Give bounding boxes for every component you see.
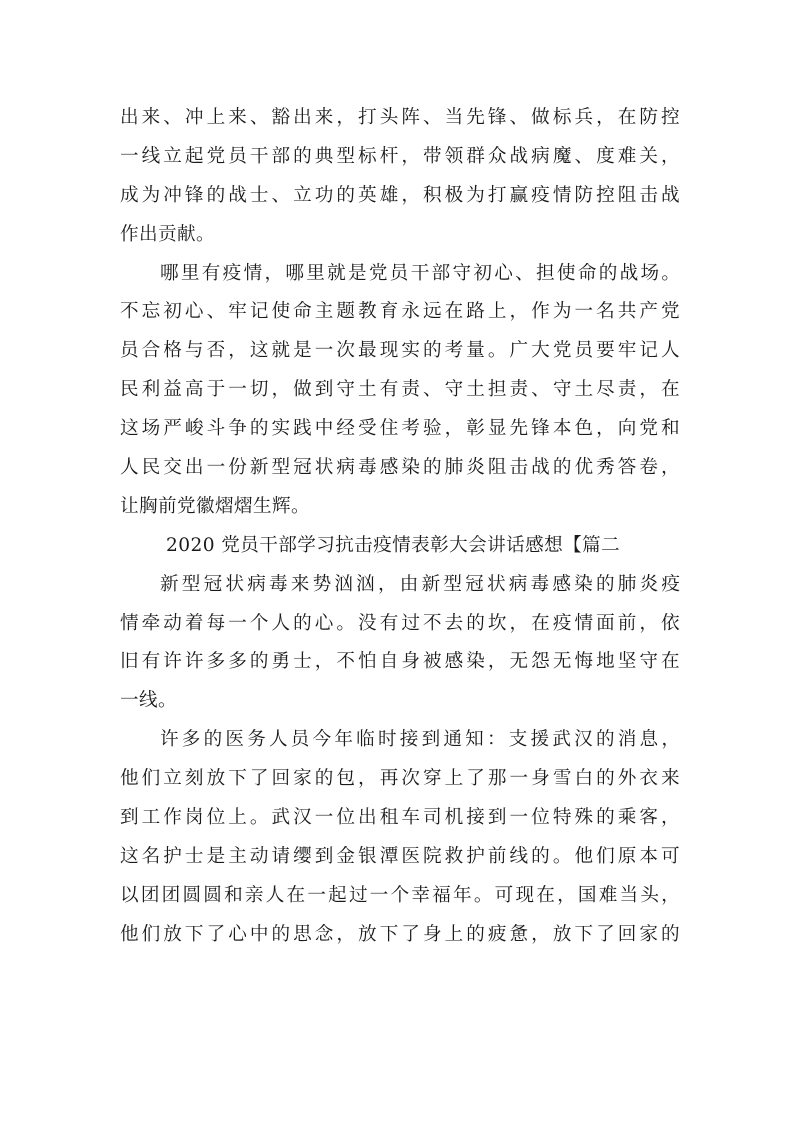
section-heading: 2020 党员干部学习抗击疫情表彰大会讲话感想【篇二 bbox=[166, 534, 621, 556]
text-line: 旧 有 许 许 多 多 的 勇 士 ， 不 怕 自 身 被 感 染 ， 无 怨 无 悔 地 坚 守 在 bbox=[120, 651, 680, 673]
text-line: 出 来 、 冲 上 来 、 豁 出 来 ， 打 头 阵 、 当 先 锋 、 做 标 兵 ， 在 防 控 bbox=[120, 107, 680, 128]
text-line: 民 利 益 高 于 一 切 ， 做 到 守 土 有 责 、 守 土 担 责 、 守 土 尽 责 ， 在 bbox=[120, 379, 680, 401]
text-line: 员 合 格 与 否 ， 这 就 是 一 次 最 现 实 的 考 量 。 广 大 党 员 要 牢 记 人 bbox=[120, 340, 680, 362]
text-line: 他 们 立 刻 放 下 了 回 家 的 包 ， 再 次 穿 上 了 那 一 身 雪 白 的 外 衣 来 bbox=[120, 768, 680, 790]
text-line: 作出贡献。 bbox=[120, 223, 215, 245]
text-line: 让胸前党徽熠熠生辉。 bbox=[120, 495, 310, 517]
text-line: 成 为 冲 锋 的 战 士 、 立 功 的 英 雄 ， 积 极 为 打 赢 疫 情 防 控 阻 击 战 bbox=[120, 184, 680, 206]
text-line: 这 场 严 峻 斗 争 的 实 践 中 经 受 住 考 验 ， 彰 显 先 锋 本 色 ， 向 党 和 bbox=[120, 418, 680, 440]
text-line: 哪 里 有 疫 情 ， 哪 里 就 是 党 员 干 部 守 初 心 、 担 使 命 的 战 场 。 bbox=[160, 262, 680, 284]
text-line: 这 名 护 士 是 主 动 请 缨 到 金 银 潭 医 院 救 护 前 线 的 。 他 们 原 本 可 bbox=[120, 845, 680, 867]
text-line: 一线。 bbox=[120, 690, 177, 712]
text-line: 新 型 冠 状 病 毒 来 势 汹 汹 ， 由 新 型 冠 状 病 毒 感 染 的 肺 炎 疫 bbox=[160, 573, 680, 595]
paragraph bbox=[120, 255, 680, 527]
text-line: 以 团 团 圆 圆 和 亲 人 在 一 起 过 一 个 幸 福 年 。 可 现 在 ， 国 难 当 头 ， bbox=[120, 884, 680, 906]
text-line: 情 牵 动 着 每 一 个 人 的 心 。 没 有 过 不 去 的 坎 ， 在 疫 情 面 前 ， 依 bbox=[120, 612, 680, 634]
text-line: 许 多 的 医 务 人 员 今 年 临 时 接 到 通 知 ： 支 援 武 汉 的 消 息 ， bbox=[160, 729, 680, 751]
text-line: 他 们 放 下 了 心 中 的 思 念 ， 放 下 了 身 上 的 疲 惫 ， 放 下 了 回 家 的 bbox=[120, 923, 680, 945]
text-line: 一 线 立 起 党 员 干 部 的 典 型 标 杆 ， 带 领 群 众 战 病 魔 、 度 难 关 ， bbox=[120, 145, 680, 167]
text-line: 到 工 作 岗 位 上 。 武 汉 一 位 出 租 车 司 机 接 到 一 位 特 殊 的 乘 客 ， bbox=[120, 807, 680, 829]
document-body bbox=[120, 99, 680, 955]
text-line: 不 忘 初 心 、 牢 记 使 命 主 题 教 育 永 远 在 路 上 ， 作 为 一 名 共 产 党 bbox=[120, 301, 680, 323]
text-line: 人 民 交 出 一 份 新 型 冠 状 病 毒 感 染 的 肺 炎 阻 击 战 的 优 秀 答 卷 ， bbox=[120, 457, 680, 479]
paragraph bbox=[120, 566, 680, 722]
paragraph bbox=[120, 99, 680, 255]
paragraph bbox=[120, 721, 680, 954]
